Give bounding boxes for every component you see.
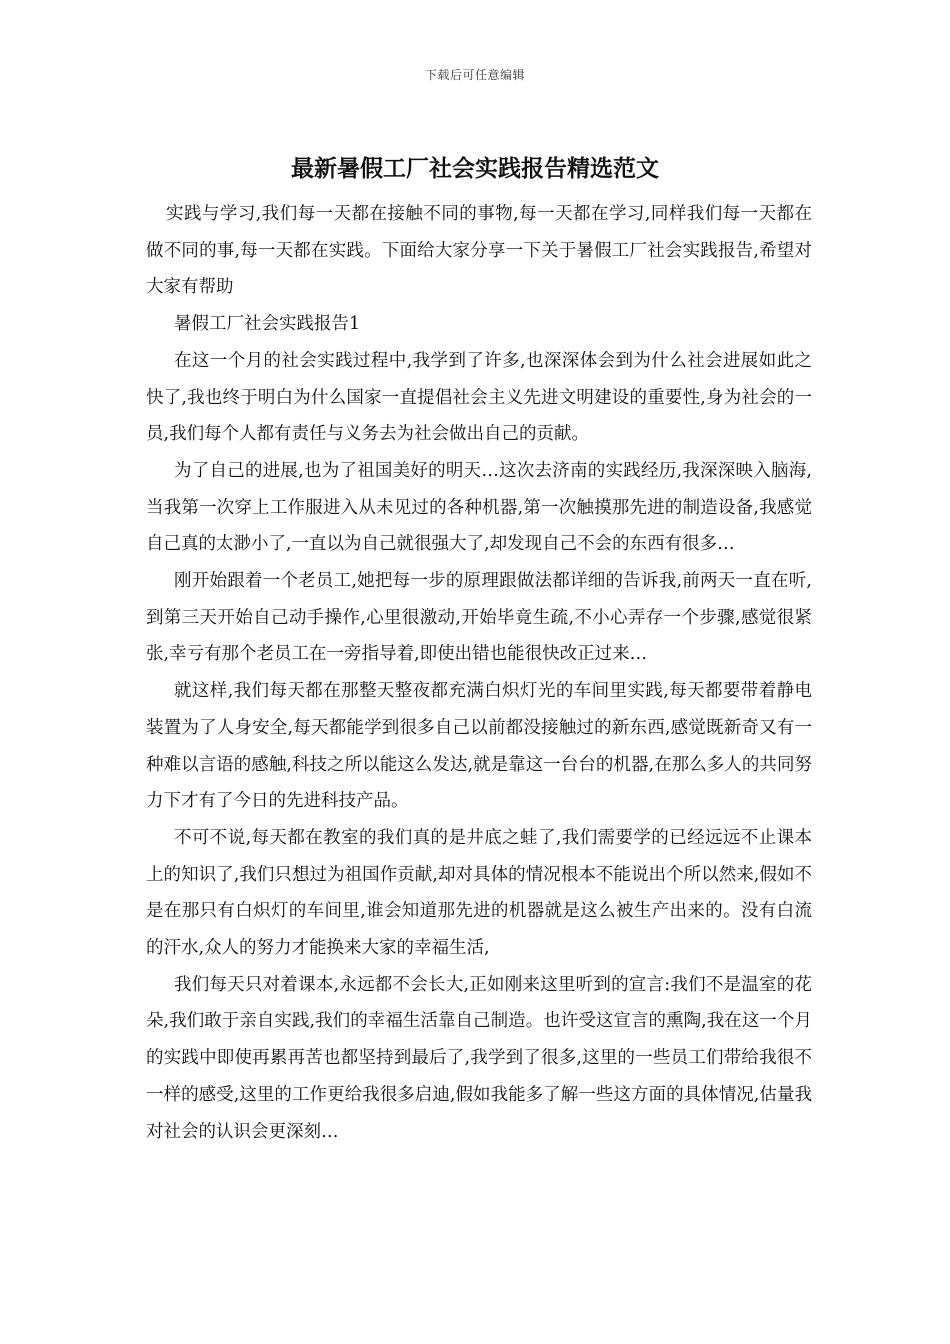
body-paragraph: 为了自己的进展,也为了祖国美好的明天…这次去济南的实践经历,我深深映入脑海,当我第一次穿上工作服进入从未见过的各种机器,第一次触摸那先进的制造设备,我感觉自己真的太渺小了,一直以为自己就很强大了,却发现自己不会的东西有很多… [146, 460, 812, 555]
body-paragraph: 不可不说,每天都在教室的我们真的是井底之蛙了,我们需要学的已经远远不止课本上的知识了,我们只想过为祖国作贡献,却对具体的情况根本不能说出个所以然来,假如不是在那只有白炽灯的车间里,谁会知道那先进的机器就是这么被生产出来的。没有白流的汗水,众人的努力才能换来大家的幸福生活, [146, 827, 812, 959]
body-paragraph: 在这一个月的社会实践过程中,我学到了许多,也深深体会到为什么社会进展如此之快了,我也终于明白为什么国家一直提倡社会主义先进文明建设的重要性,身为社会的一员,我们每个人都有责任与义务去为社会做出自己的贡献。 [146, 350, 812, 445]
body-paragraph: 刚开始跟着一个老员工,她把每一步的原理跟做法都详细的告诉我,前两天一直在听,到第三天开始自己动手操作,心里很激动,开始毕竟生疏,不小心弄存一个步骤,感觉很紧张,幸亏有那个老员工在一旁指导着,即使出错也能很快改正过来… [146, 571, 812, 665]
intro-paragraph: 实践与学习,我们每一天都在接触不同的事物,每一天都在学习,同样我们每一天都在做不同的事,每一天都在实践。下面给大家分享一下关于暑假工厂社会实践报告,希望对大家有帮助 [146, 204, 812, 298]
document-title: 最新暑假工厂社会实践报告精选范文 [291, 155, 659, 182]
document-body [146, 196, 812, 1150]
body-paragraph: 我们每天只对着课本,永远都不会长大,正如刚来这里听到的宣言:我们不是温室的花朵,我们敢于亲自实践,我们的幸福生活靠自己制造。也许受这宣言的熏陶,我在这一个月的实践中即使再累再苦也都坚持到最后了,我学到了很多,这里的一些员工们带给我很不一样的感受,这里的工作更给我很多启迪,假如我能多了解一些这方面的具体情况,估量我对社会的认识会更深刻… [146, 974, 812, 1142]
body-paragraph: 就这样,我们每天都在那整天整夜都充满白炽灯光的车间里实践,每天都要带着静电装置为了人身安全,每天都能学到很多自己以前都没接触过的新东西,感觉既新奇又有一种难以言语的感触,科技之所以能这么发达,就是靠这一台台的机器,在那么多人的共同努力下才有了今日的先进科技产品。 [146, 681, 812, 812]
section-heading: 暑假工厂社会实践报告1 [174, 314, 361, 335]
header-note: 下载后可任意编辑 [424, 68, 525, 82]
